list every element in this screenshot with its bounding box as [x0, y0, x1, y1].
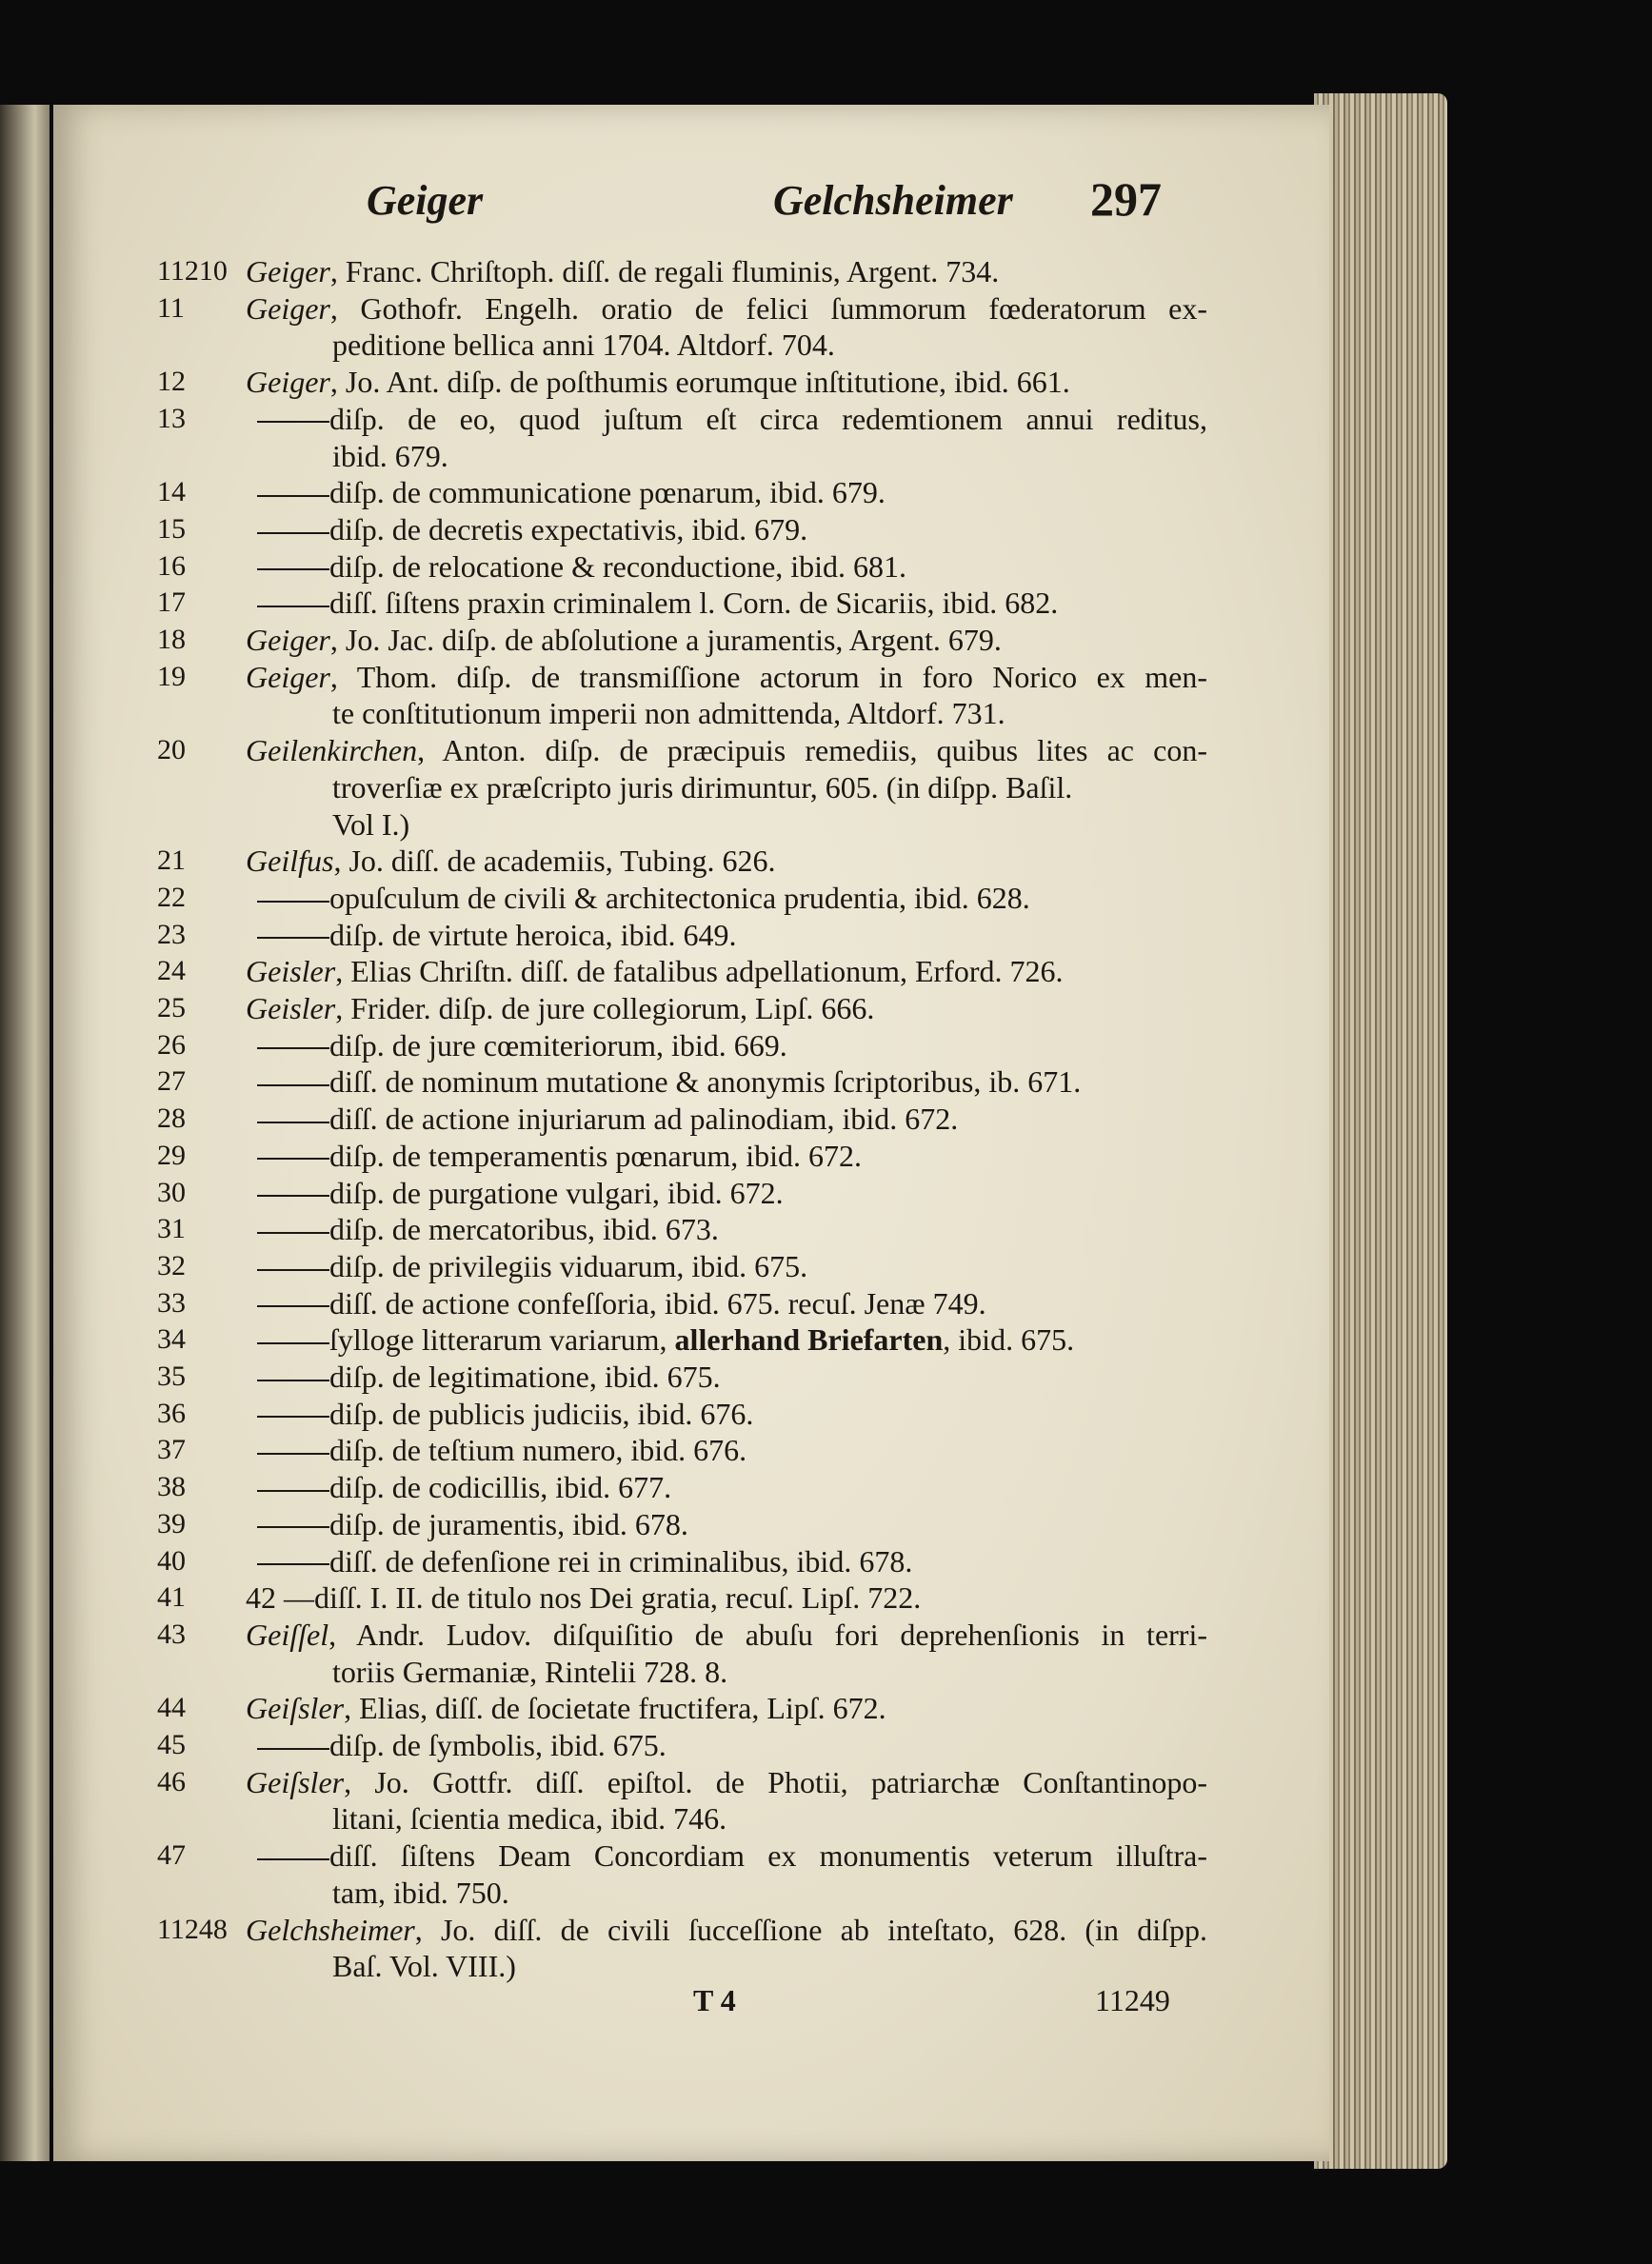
ditto-rule: [257, 1305, 329, 1307]
ditto-rule: [257, 1380, 329, 1381]
ditto-rule: [257, 421, 329, 423]
entry-text: [257, 548, 1207, 585]
entry-body: diſp. de legitimatione, ibid. 675.: [329, 1360, 721, 1394]
entry-number: 46: [157, 1765, 186, 1797]
entry-continuation: tam, ibid. 750.: [332, 1875, 509, 1910]
entry-number: 19: [157, 660, 186, 692]
ditto-rule: [257, 495, 329, 497]
entry-body: diſp. de communicatione pœnarum, ibid. 679.: [329, 475, 886, 510]
entry-number: 35: [157, 1360, 186, 1392]
entry-text: [246, 990, 1207, 1026]
entry-number: 41: [157, 1581, 186, 1614]
entry-text: [257, 401, 1207, 437]
entry-number: 26: [157, 1028, 186, 1061]
entry-body: diſp. de temperamentis pœnarum, ibid. 672.: [329, 1138, 862, 1173]
entry-number: 27: [157, 1065, 186, 1098]
entry-text: [246, 953, 1207, 989]
entry-number: 20: [157, 734, 186, 766]
entry-number: 11248: [157, 1913, 228, 1945]
entry-number: 34: [157, 1323, 186, 1356]
entry-body: , Jo. Ant. diſp. de poſthumis eorumque inſtitutione, ibid. 661.: [329, 365, 1070, 400]
author-name: Geiſsler: [246, 1691, 345, 1726]
entry-text: [257, 1321, 1207, 1358]
entry-text: [257, 1063, 1207, 1100]
entry-text: [257, 474, 1207, 510]
entry-text: [257, 1506, 1207, 1542]
entry-text: [246, 1579, 1207, 1616]
ditto-rule: [257, 568, 329, 570]
author-name: Geilfus: [246, 844, 334, 879]
entry-number: 43: [157, 1618, 186, 1650]
entry-text: [257, 1211, 1207, 1247]
entry-number: 11: [157, 291, 185, 324]
entry-body: diſſ. de actione injuriarum ad palinodiam, ibid. 672.: [329, 1102, 959, 1137]
entry-text: [246, 364, 1207, 400]
entry-text: [257, 1138, 1207, 1174]
author-name: Geiſſel: [246, 1617, 329, 1652]
entry-number: 30: [157, 1176, 186, 1208]
entry-continuation: Vol I.): [332, 806, 410, 842]
entry-continuation: toriis Germaniæ, Rintelii 728. 8.: [332, 1654, 728, 1689]
ditto-rule: [257, 1122, 329, 1123]
entry-body: , Jo. Gottfr. diſſ. epiſtol. de Photii, patriarchæ Conſtantinopo-: [344, 1764, 1207, 1799]
author-name: Geilenkirchen: [246, 733, 418, 768]
entry-text: [257, 1027, 1207, 1063]
entry-body: , Gothofr. Engelh. oratio de felici ſummorum fœderatorum ex-: [329, 290, 1207, 326]
entry-text: [246, 1912, 1207, 1948]
entry-text: [257, 1396, 1207, 1432]
entry-body: , Franc. Chriſtoph. diſſ. de regali fluminis, Argent. 734.: [329, 254, 1000, 288]
entry-number: 18: [157, 624, 186, 655]
entry-number: 32: [157, 1249, 186, 1281]
entry-body: , Elias, diſſ. de ſocietate fructifera, Lipſ. 672.: [344, 1691, 886, 1726]
entry-body: , Jo. Jac. diſp. de abſolutione a juramentis, Argent. 679.: [329, 623, 1002, 657]
ditto-rule: [257, 1195, 329, 1197]
entry-text: [257, 1837, 1207, 1874]
entry-number: 17: [157, 586, 186, 619]
author-name: Geiſsler: [246, 1764, 345, 1799]
entry-body: diſp. de eo, quod juſtum eſt circa redemtionem annui reditus,: [329, 401, 1207, 436]
entry-number: 25: [157, 992, 186, 1023]
entry-text: [246, 290, 1207, 327]
entry-body: diſſ. ſiſtens Deam Concordiam ex monumentis veterum illuſtra-: [329, 1838, 1207, 1874]
entry-body: 42 —diſſ. I. II. de titulo nos Dei gratia, recuſ. Lipſ. 722.: [246, 1580, 922, 1616]
ditto-rule: [257, 532, 329, 534]
entry-body: , Jo. diſſ. de academiis, Tubing. 626.: [333, 844, 776, 879]
entry-text: [257, 1285, 1207, 1321]
entry-continuation: Baſ. Vol. VIII.): [332, 1949, 516, 1984]
entry-number: 28: [157, 1102, 186, 1135]
entry-text: [257, 1432, 1207, 1468]
ditto-rule: [257, 1047, 329, 1049]
entry-text: [257, 1101, 1207, 1137]
entry-number: 23: [157, 918, 186, 950]
running-head-left: Geiger: [367, 177, 484, 224]
entry-number: 45: [157, 1729, 186, 1760]
entry-text: [246, 1617, 1207, 1653]
entry-text: [246, 1690, 1207, 1726]
entry-text: [257, 511, 1207, 547]
entry-text: [257, 1543, 1207, 1579]
entry-continuation: ibid. 679.: [332, 438, 448, 473]
entry-body: diſp. de purgatione vulgari, ibid. 672.: [329, 1175, 784, 1210]
entry-number: 11210: [157, 255, 228, 287]
ditto-rule: [257, 1232, 329, 1234]
entry-body: diſſ. de nominum mutatione & anonymis ſcriptoribus, ib. 671.: [329, 1064, 1082, 1100]
entry-body: diſp. de virtute heroica, ibid. 649.: [329, 917, 737, 952]
ditto-rule: [257, 1158, 329, 1160]
author-name: Geiger: [246, 290, 330, 326]
ditto-rule: [257, 1526, 329, 1528]
blackletter-text: allerhand Briefarten: [674, 1322, 944, 1358]
entry-body: diſp. de decretis expectativis, ibid. 679.: [329, 511, 808, 546]
entry-text: [246, 1764, 1207, 1800]
ditto-rule: [257, 1748, 329, 1750]
entry-text: [257, 917, 1207, 953]
entry-body: diſp. de relocatione & reconductione, ibid. 681.: [329, 548, 907, 584]
signature-mark: T 4: [693, 1983, 736, 2017]
entry-number: 22: [157, 881, 186, 913]
entry-number: 44: [157, 1692, 186, 1724]
entry-tail: , ibid. 675.: [943, 1322, 1075, 1358]
entry-body: diſſ. de actione confeſſoria, ibid. 675. recuſ. Jenæ 749.: [329, 1285, 986, 1321]
entry-number: 16: [157, 549, 186, 582]
facing-page-edge: [0, 105, 50, 2161]
author-name: Geiger: [246, 254, 330, 288]
entry-body: diſp. de codicillis, ibid. 677.: [329, 1470, 672, 1505]
entry-body: diſp. de jure cœmiteriorum, ibid. 669.: [329, 1027, 787, 1062]
entry-body: diſp. de privilegiis viduarum, ibid. 675.: [329, 1248, 808, 1283]
author-name: Geiger: [246, 365, 330, 400]
ditto-rule: [257, 937, 329, 939]
entry-text: [246, 622, 1207, 658]
author-name: Geiger: [246, 659, 330, 694]
entry-body: diſp. de teſtium numero, ibid. 676.: [329, 1433, 747, 1468]
entry-text: [246, 732, 1207, 768]
author-name: Geisler: [246, 954, 336, 989]
ditto-rule: [257, 1490, 329, 1492]
ditto-rule: [257, 606, 329, 607]
entry-continuation: peditione bellica anni 1704. Altdorf. 704.: [332, 328, 835, 363]
entry-continuation: litani, ſcientia medica, ibid. 746.: [332, 1801, 727, 1837]
entry-number: 40: [157, 1544, 186, 1577]
ditto-rule: [257, 1563, 329, 1565]
entry-body: diſp. de publicis judiciis, ibid. 676.: [329, 1396, 754, 1431]
entry-number: 13: [157, 402, 186, 434]
page-number: 297: [1090, 172, 1162, 226]
ditto-rule: [257, 1453, 329, 1455]
entry-body: diſp. de mercatoribus, ibid. 673.: [329, 1212, 719, 1247]
entry-number: 12: [157, 366, 186, 398]
ditto-rule: [257, 901, 329, 903]
entry-text: [246, 253, 1207, 289]
entry-number: 15: [157, 512, 186, 545]
entry-body: ſylloge litterarum variarum,: [329, 1322, 675, 1358]
author-name: Gelchsheimer: [246, 1912, 415, 1947]
entry-text: [257, 1248, 1207, 1284]
entry-body: diſp. de ſymbolis, ibid. 675.: [329, 1728, 667, 1762]
entry-number: 29: [157, 1139, 186, 1171]
ditto-rule: [257, 1084, 329, 1086]
author-name: Geisler: [246, 991, 336, 1025]
catchword: 11249: [1095, 1983, 1170, 2017]
entry-number: 33: [157, 1286, 186, 1319]
entry-number: 14: [157, 476, 186, 508]
entry-number: 39: [157, 1507, 186, 1539]
entry-text: [257, 1359, 1207, 1395]
entry-number: 38: [157, 1471, 186, 1503]
entry-body: , Frider. diſp. de jure collegiorum, Lipſ. 666.: [335, 991, 875, 1025]
ditto-rule: [257, 1858, 329, 1860]
entry-body: opuſculum de civili & architectonica prudentia, ibid. 628.: [329, 880, 1030, 915]
ditto-rule: [257, 1269, 329, 1271]
entry-continuation: te conſtitutionum imperii non admittenda, Altdorf. 731.: [332, 696, 1005, 731]
entry-number: 21: [157, 844, 186, 877]
entry-number: 37: [157, 1434, 186, 1466]
entry-continuation: troverſiæ ex præſcripto juris dirimuntur, 605. (in diſpp. Baſil.: [332, 769, 1073, 804]
entry-number: 24: [157, 955, 186, 987]
entry-body: , Anton. diſp. de præcipuis remediis, quibus lites ac con-: [417, 733, 1207, 768]
author-name: Geiger: [246, 623, 330, 657]
entry-text: [257, 1175, 1207, 1211]
entry-body: diſſ. ſiſtens praxin criminalem l. Corn. de Sicariis, ibid. 682.: [329, 586, 1059, 621]
ditto-rule: [257, 1416, 329, 1418]
entry-body: , Jo. diſſ. de civili ſucceſſione ab inteſtato, 628. (in diſpp.: [414, 1912, 1207, 1947]
entry-number: 31: [157, 1213, 186, 1245]
entry-text: [257, 1727, 1207, 1763]
entry-body: , Andr. Ludov. diſquiſitio de abuſu fori deprehenſionis in terri-: [328, 1617, 1207, 1652]
ditto-rule: [257, 1342, 329, 1344]
page-block-edges: [1314, 93, 1447, 2169]
entry-body: diſp. de juramentis, ibid. 678.: [329, 1506, 688, 1541]
entry-body: , Elias Chriſtn. diſſ. de fatalibus adpellationum, Erford. 726.: [335, 954, 1064, 989]
entry-number: 36: [157, 1397, 186, 1429]
running-head-center: Gelchsheimer: [773, 177, 1013, 224]
entry-text: [246, 843, 1207, 879]
entry-text: [257, 1469, 1207, 1505]
entry-text: [257, 585, 1207, 621]
entry-body: diſſ. de defenſione rei in criminalibus, ibid. 678.: [329, 1543, 913, 1579]
entry-number: 47: [157, 1839, 186, 1872]
entry-text: [257, 880, 1207, 916]
entry-text: [246, 659, 1207, 695]
entry-body: , Thom. diſp. de transmiſſione actorum in foro Norico ex men-: [329, 659, 1207, 694]
